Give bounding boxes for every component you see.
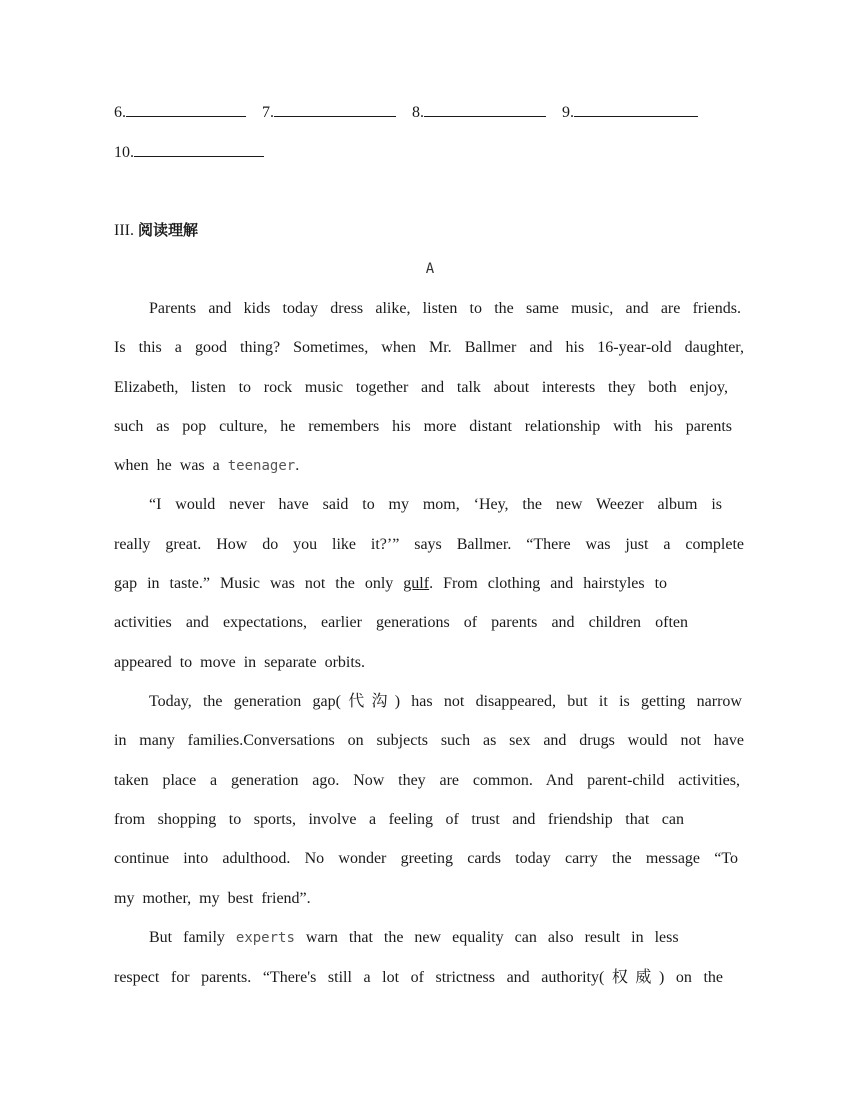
p1-line-1: Parents and kids today dress alike, listen to the same music, and are friends. [149, 300, 741, 317]
answer-blanks-row-1 [114, 102, 698, 123]
p2-line-3 [114, 574, 667, 594]
p4-line-1-text: But family [149, 929, 236, 946]
answer-blank-9[interactable] [574, 102, 698, 117]
blank-label-10: 10. [114, 144, 134, 161]
p2-line-3-end: . From clothing and hairstyles to [429, 575, 668, 592]
p1-line-5-text: when he was a [114, 457, 228, 474]
section-title [114, 220, 198, 241]
term-teenager: teenager [227, 458, 296, 474]
p1-line-5 [114, 456, 299, 476]
section-title-text: 阅读理解 [137, 221, 198, 239]
p1-line-2: Is this a good thing? Sometimes, when Mr. Ballmer and his 16-year-old daughter, [114, 339, 744, 356]
p3-line-5: continue into adulthood. No wonder greeting cards today carry the message “To [114, 850, 738, 867]
p3-line-1: Today, the generation gap(代沟) has not disappeared, but it is getting narrow [149, 693, 742, 710]
p2-line-2: really great. How do you like it?’” says Ballmer. “There was just a complete [114, 536, 744, 553]
p3-line-3: taken place a generation ago. Now they are common. And parent-child activities, [114, 772, 740, 789]
p2-line-3-text: gap in taste.” Music was not the only [114, 575, 404, 592]
answer-blank-10[interactable] [134, 142, 264, 157]
p1-line-4: such as pop culture, he remembers his more distant relationship with his parents [114, 418, 732, 435]
blank-label-7: 7. [262, 104, 274, 121]
p3-line-2: in many families.Conversations on subjects such as sex and drugs would not have [114, 732, 744, 749]
p4-line-2: respect for parents. “There's still a lot of strictness and authority(权威) on the [114, 969, 723, 986]
p2-line-1: “I would never have said to my mom, ‘Hey, the new Weezer album is [149, 496, 722, 513]
p1-line-5-end: . [295, 457, 300, 474]
blank-label-6: 6. [114, 104, 126, 121]
answer-blank-7[interactable] [274, 102, 396, 117]
term-gulf: gulf [403, 575, 430, 592]
p3-line-4: from shopping to sports, involve a feeling of trust and friendship that can [114, 811, 684, 828]
p3-line-6: my mother, my best friend”. [114, 890, 311, 907]
passage-label: A [425, 261, 435, 277]
answer-blank-6[interactable] [126, 102, 246, 117]
p4-line-1 [149, 928, 679, 948]
blank-label-9: 9. [562, 104, 574, 121]
p4-line-1-end: warn that the new equality can also result in less [294, 929, 679, 946]
blank-label-8: 8. [412, 104, 424, 121]
p2-line-4: activities and expectations, earlier generations of parents and children often [114, 614, 688, 631]
answer-blank-8[interactable] [424, 102, 546, 117]
answer-blanks-row-2 [114, 142, 264, 163]
p2-line-5: appeared to move in separate orbits. [114, 654, 366, 671]
section-number: III. [114, 222, 134, 239]
p1-line-3: Elizabeth, listen to rock music together and talk about interests they both enjoy, [114, 379, 728, 396]
term-experts: experts [235, 930, 295, 946]
